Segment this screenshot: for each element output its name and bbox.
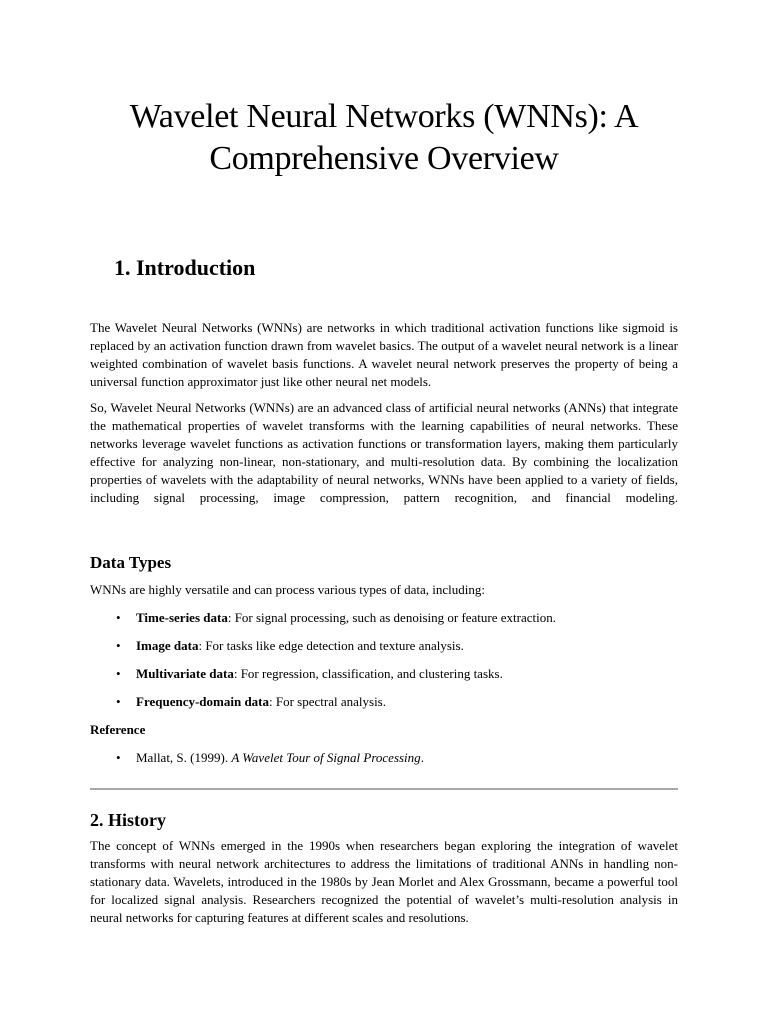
- bullet-icon: •: [116, 638, 121, 653]
- data-types-intro: WNNs are highly versatile and can process various types of data, including:: [90, 582, 485, 597]
- data-type-desc: : For tasks like edge detection and texture analysis.: [198, 638, 464, 653]
- reference-author: Mallat, S. (1999).: [136, 750, 232, 765]
- data-types-heading: Data Types: [90, 553, 172, 572]
- history-heading: 2. History: [90, 810, 166, 830]
- bullet-icon: •: [116, 694, 121, 709]
- bullet-icon: •: [116, 666, 121, 681]
- history-paragraph: The concept of WNNs emerged in the 1990s when researchers began exploring the integration of wavelet transforms with neural network architectures to address the limitations of traditional ANNs in handling non-stationary data. Wavelets, introduced in the 1980s by Jean Morlet and Alex Grossmann, became a powerful tool for localized signal analysis. Researchers recognized the potential of wavelet’s multi-resolution analysis in neural networks for capturing features at different scales and resolutions.: [90, 838, 678, 925]
- introduction-heading: 1. Introduction: [114, 255, 256, 280]
- data-type-desc: : For spectral analysis.: [269, 694, 386, 709]
- reference-suffix: .: [420, 750, 424, 765]
- intro-paragraph-2: So, Wavelet Neural Networks (WNNs) are an advanced class of artificial neural networks (ANNs) that integrate the mathematical properties of wavelet transforms with the learning capabilities of neural networks. These networks leverage wavelet functions as activation functions or transformation layers, making them particularly effective for analyzing non-linear, non-stationary, and multi-resolution data. By combining the localization properties of wavelets with the adaptability of neural networks, WNNs have been applied to a variety of fields, including signal processing, image compression, pattern recognition, and financial modeling.: [90, 400, 678, 505]
- data-type-term: Image data: [136, 638, 199, 653]
- document-title: Wavelet Neural Networks (WNNs): A Comprehensive Overview: [129, 98, 639, 177]
- bullet-icon: •: [116, 610, 121, 625]
- list-item: [90, 637, 690, 665]
- reference-label: Reference: [90, 722, 146, 737]
- intro-paragraph-1: The Wavelet Neural Networks (WNNs) are networks in which traditional activation functions like sigmoid is replaced by an activation function drawn from wavelet basics. The output of a wavelet neural network is a linear weighted combination of wavelet basis functions. A wavelet neural network preserves the property of being a universal function approximator just like other neural net models.: [90, 320, 678, 389]
- data-type-desc: : For regression, classification, and clustering tasks.: [233, 666, 503, 681]
- list-item: [90, 609, 690, 637]
- list-item: [90, 665, 690, 693]
- data-type-term: Multivariate data: [136, 666, 234, 681]
- bullet-icon: •: [116, 750, 121, 765]
- section-divider: [90, 788, 678, 790]
- list-item: [90, 693, 690, 721]
- reference-list: [90, 749, 690, 767]
- data-type-term: Time-series data: [136, 610, 228, 625]
- data-type-desc: : For signal processing, such as denoising or feature extraction.: [227, 610, 556, 625]
- reference-item: [90, 749, 690, 767]
- data-type-term: Frequency-domain data: [136, 694, 270, 709]
- data-types-list: [90, 609, 690, 721]
- reference-title: A Wavelet Tour of Signal Processing: [231, 750, 421, 765]
